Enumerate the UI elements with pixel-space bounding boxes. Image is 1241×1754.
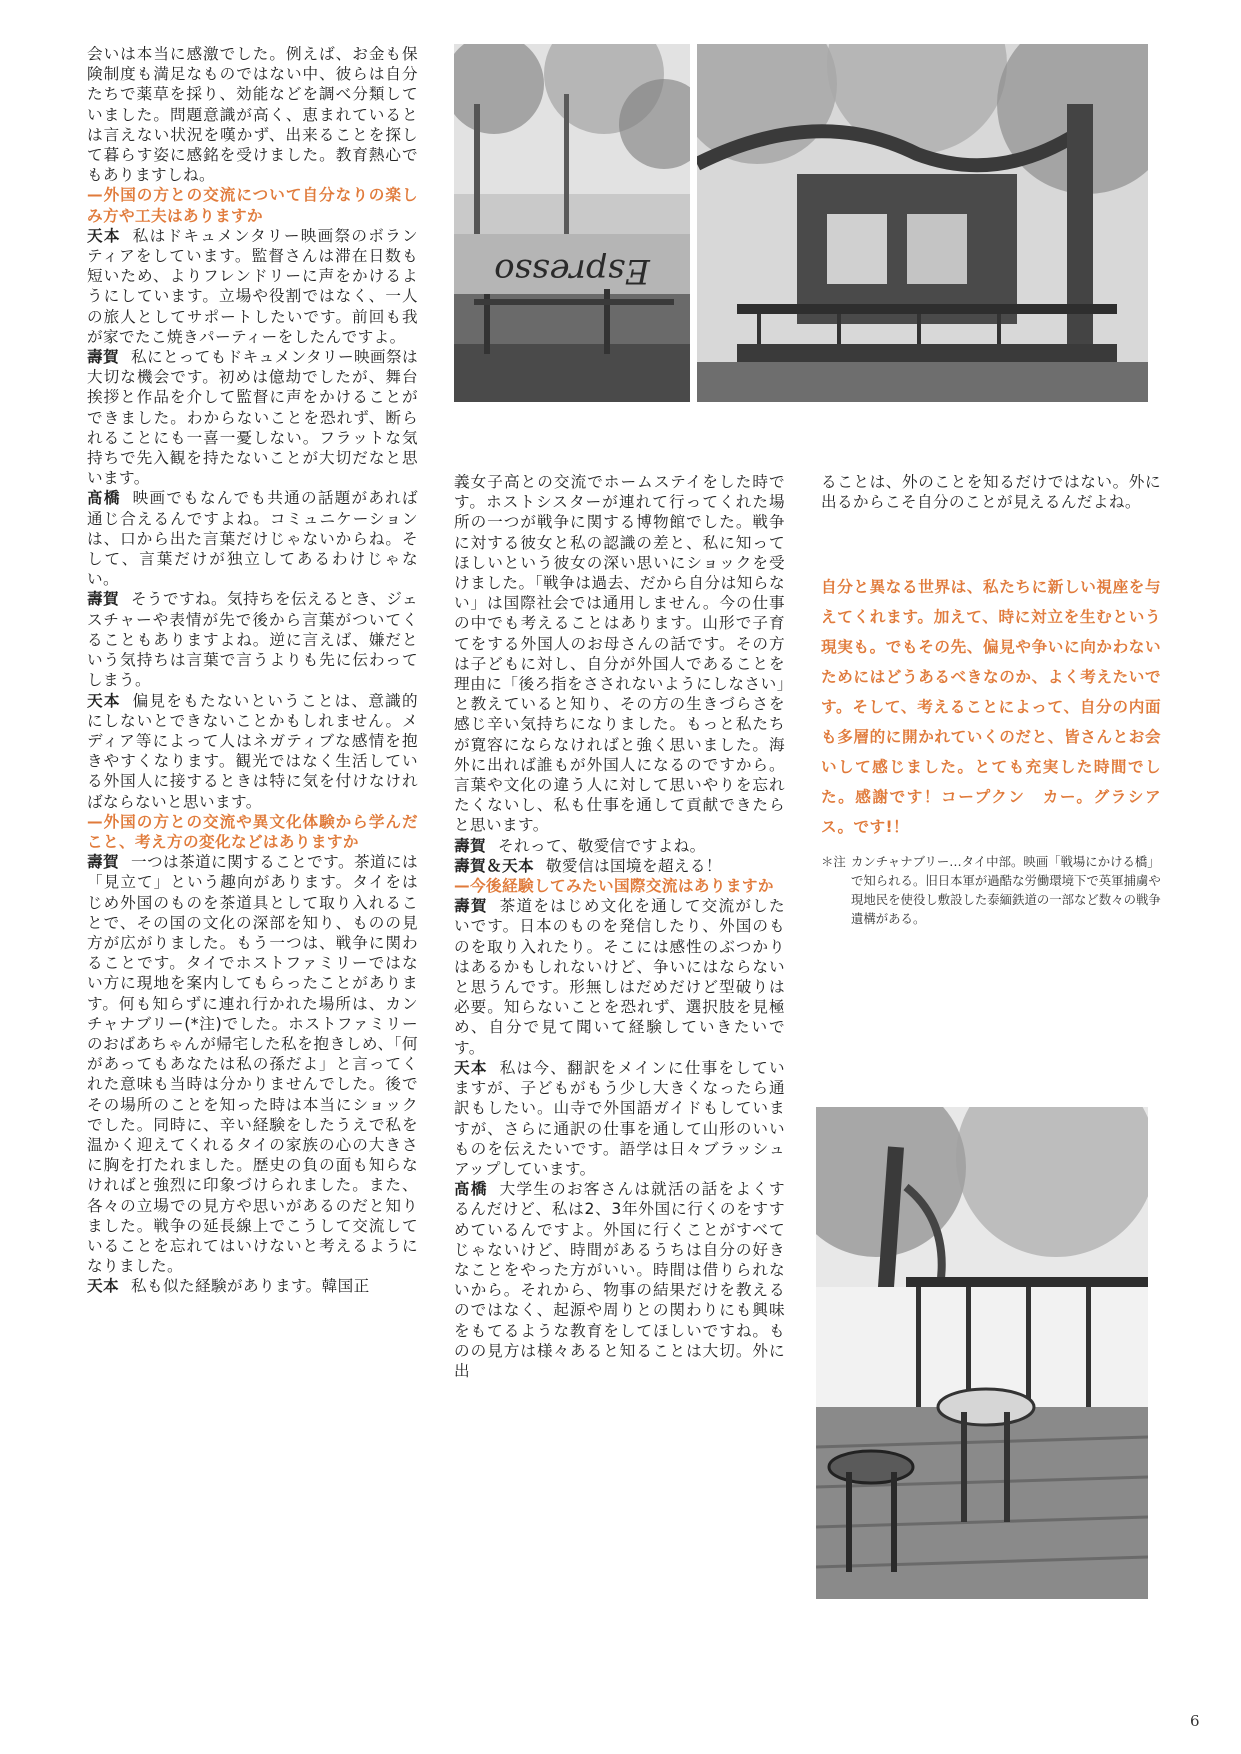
speaker-name: 壽賀	[87, 348, 119, 367]
paragraph	[454, 896, 785, 1058]
speaker-name: 壽賀＆天本	[454, 856, 534, 875]
paragraph	[87, 691, 418, 812]
page-number: 6	[1190, 1712, 1200, 1730]
speaker-name: 天本	[87, 226, 121, 245]
espresso-sign: Espresso	[494, 251, 650, 291]
text-column-3	[821, 472, 1161, 512]
paragraph	[87, 589, 418, 690]
interview-question: —今後経験してみたい国際交流はありますか	[454, 877, 774, 896]
interview-question: —外国の方との交流について自分なりの楽しみ方や工夫はありますか	[87, 186, 418, 225]
paragraph	[454, 856, 785, 876]
paragraph	[87, 1276, 418, 1296]
paragraph	[87, 347, 418, 488]
paragraph: 会いは本当に感激でした。例えば、お金も保険制度も満足なものではない中、彼らは自分たちで薬草を採り、効能などを調べ分類していました。問題意識が高く、恵まれているとは言えない状況を嘆かず、出来ることを探して暮らす姿に感銘を受けました。教育熱心でもありますしね。	[87, 45, 418, 185]
cafe-window-photo	[454, 44, 690, 402]
speech-text: 敬愛信は国境を超える！	[545, 856, 722, 875]
terrace-image	[816, 1107, 1148, 1599]
paragraph	[87, 226, 418, 347]
speaker-name: 天本	[454, 1058, 488, 1077]
footnote-text: カンチャナブリー…タイ中部。映画「戦場にかける橋」で知られる。旧日本軍が過酷な労働環境下で英軍捕虜や現地民を使役し敷設した泰緬鉄道の一部など数々の戦争遺構がある。	[851, 854, 1161, 926]
paragraph: ることは、外のことを知るだけではない。外に出るからこそ自分のことが見えるんだよね。	[821, 473, 1161, 512]
speaker-name: 壽賀	[87, 590, 119, 609]
speaker-name: 天本	[87, 691, 121, 710]
paragraph	[454, 1179, 785, 1381]
speaker-name: 髙橋	[87, 489, 121, 508]
terrace-photo	[816, 1107, 1148, 1599]
text-column-1	[87, 44, 418, 1297]
speech-text: 映画でもなんでも共通の話題があれば通じ合えるんですよね。コミュニケーションは、口から出た言葉だけじゃないからね。そして、言葉だけが独立してあるわけじゃない。	[87, 489, 418, 589]
interview-question: —外国の方との交流や異文化体験から学んだこと、考え方の変化などはありますか	[87, 812, 418, 851]
speech-text: 私はドキュメンタリー映画祭のボランティアをしています。監督さんは滞在日数も短いため、よりフレンドリーに声をかけるようにしています。立場や役割ではなく、一人の旅人としてサポートしたいです。前回も我が家でたこ焼きパーティーをしたんですよ。	[87, 226, 418, 346]
cabin-photo	[697, 44, 1148, 402]
text-column-2	[454, 472, 785, 1381]
speech-text: それって、敬愛信ですよね。	[498, 836, 706, 855]
speech-text: 私は今、翻訳をメインに仕事をしていますが、子どもがもう少し大きくなったら通訳もしたい。山寺で外国語ガイドもしていますが、さらに通訳の仕事を通して山形のいいものを伝えたいです。語学は日々ブラッシュアップしています。	[454, 1058, 785, 1178]
speaker-name: 天本	[87, 1277, 119, 1296]
speech-text: 偏見をもたないということは、意識的にしないとできないことかもしれません。メディア等によって人はネガティブな感情を抱きやすくなります。観光ではなく生活している外国人に接するときは特に気を付けなければならないと思います。	[87, 691, 418, 811]
cabin-image	[697, 44, 1148, 402]
speech-text: 大学生のお客さんは就活の話をよくするんだけど、私は2、3年外国に行くのをすすめているんですよ。外国に行くことがすべてじゃないけど、時間があるうちは自分の好きなことをやった方がいい。時間は借りられないから。それから、物事の結果だけを教えるのではなく、起源や周りとの関わりにも興味をもてるような教育をしてほしいですね。ものの見方は様々あると知ることは大切。外に出	[454, 1180, 785, 1380]
closing-remarks: 自分と異なる世界は、私たちに新しい視座を与えてくれます。加えて、時に対立を生むという現実も。でもその先、偏見や争いに向かわないためにはどうあるべきなのか、よく考えたいです。そして、考えることによって、自分の内面も多層的に開かれていくのだと、皆さんとお会いして感じました。とても充実した時間でした。感謝です！コープクン カー。グラシアス。です!！	[821, 578, 1161, 836]
paragraph	[454, 836, 785, 856]
paragraph	[87, 488, 418, 589]
speech-text: 私も似た経験があります。韓国正	[131, 1277, 370, 1296]
speech-text: 茶道をはじめ文化を通して交流がしたいです。日本のものを発信したり、外国のものを取り入れたり。そこには感性のぶつかりはあるかもしれないけど、争いにはならないと思うんです。形無しはだめだけど型破りは必要。知らないことを恐れず、選択肢を見極め、自分で見て聞いて経験していきたいです。	[454, 897, 785, 1057]
footnote-mark: ＊注	[821, 854, 846, 869]
footnote	[821, 852, 1163, 928]
paragraph	[454, 1058, 785, 1179]
speech-text: そうですね。気持ちを伝えるとき、ジェスチャーや表情が先で後から言葉がついてくることもありますよね。逆に言えば、嫌だという気持ちは言葉で言うよりも先に伝わってしまう。	[87, 590, 418, 690]
paragraph	[87, 852, 418, 1276]
speech-text: 一つは茶道に関することです。茶道には「見立て」という趣向があります。タイをはじめ外国のものを茶道具として取り入れることで、その国の文化の深部を知り、ものの見方が広がりました。もう一つは、戦争に関わることです。タイでホストファミリーではない方に現地を案内してもらったことがあります。何も知らずに連れ行かれた場所は、カンチャナブリー(*注)でした。ホストファミリーのおばあちゃんが帰宅した私を抱きしめ、「何があってもあなたは私の孫だよ」と言ってくれた意味も当時は分かりませんでした。後でその場所のことを知った時は本当にショックでした。同時に、辛い経験をしたうえで私を温かく迎えてくれるタイの家族の心の大きさに胸を打たれました。歴史の負の面も知らなければと強烈に印象づけられました。また、各々の立場での見方や思いがあるのだと知りました。戦争の延長線上でこうして交流していることを忘れてはいけないと考えるようになりました。	[87, 853, 418, 1276]
speech-text: 私にとってもドキュメンタリー映画祭は大切な機会です。初めは億劫でしたが、舞台挨拶と作品を介して監督に声をかけることができました。わからないことを恐れず、断られることにも一喜一憂しない。フラットな気持ちで先入観を持たないことが大切だなと思います。	[87, 348, 418, 488]
speaker-name: 壽賀	[454, 897, 488, 916]
paragraph: 義女子高との交流でホームステイをした時です。ホストシスターが連れて行ってくれた場所の一つが戦争に関する博物館でした。戦争に対する彼女と私の認識の差と、私に知ってほしいという彼女の深い思いにショックを受けました。「戦争は過去、だから自分は知らない」は国際社会では通用しません。今の仕事の中でも考えることはあります。山形で子育てをする外国人のお母さんの話です。その方は子どもに対し、自分が外国人であることを理由に「後ろ指をさされないようにしなさい」と教えていると知り、その方の生きづらさを感じ辛い気持ちになりました。もっと私たちが寛容にならなければと強く思いました。海外に出れば誰もが外国人になるのですから。言葉や文化の違う人に対して思いやりを忘れたくないし、私も仕事を通して貢献できたらと思います。	[454, 473, 785, 835]
speaker-name: 壽賀	[454, 836, 486, 855]
speaker-name: 髙橋	[454, 1180, 488, 1199]
cafe-window-image	[454, 44, 690, 402]
speaker-name: 壽賀	[87, 853, 120, 872]
